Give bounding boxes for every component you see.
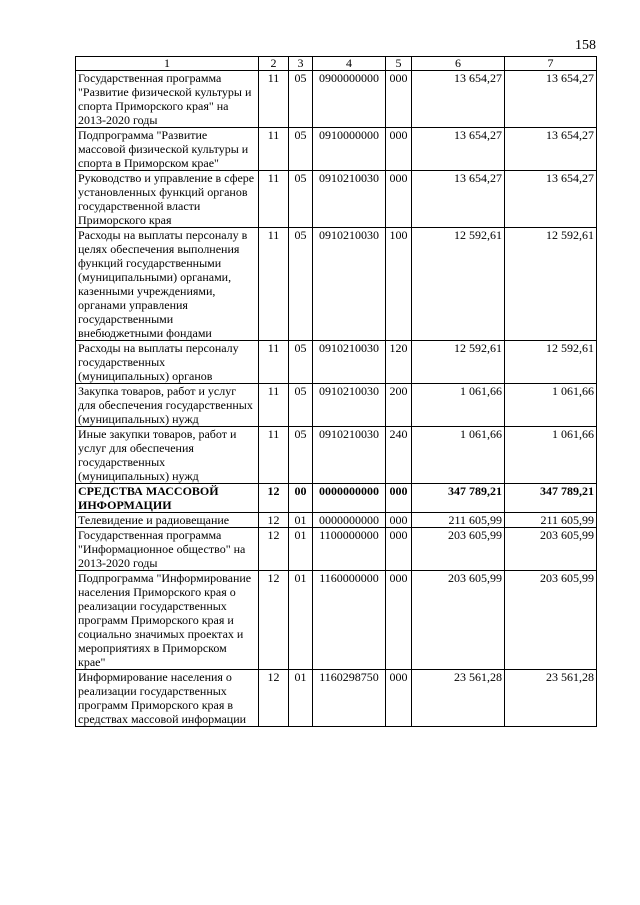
page-number: 158 — [575, 38, 596, 53]
row-amount-7: 13 654,27 — [505, 171, 597, 228]
table-row — [76, 341, 597, 384]
row-amount-6: 13 654,27 — [412, 71, 505, 128]
row-subsection: 01 — [289, 513, 313, 528]
row-amount-6: 12 592,61 — [412, 228, 505, 341]
row-subsection: 05 — [289, 71, 313, 128]
table-row — [76, 128, 597, 171]
row-expense-type: 000 — [386, 528, 412, 571]
row-target-code: 0900000000 — [313, 71, 386, 128]
row-subsection: 01 — [289, 571, 313, 670]
header-col-3: 3 — [289, 57, 313, 71]
row-name: Закупка товаров, работ и услуг для обеспечения государственных (муниципальных) нужд — [76, 384, 259, 427]
row-name: Расходы на выплаты персоналу государственных (муниципальных) органов — [76, 341, 259, 384]
row-section: 11 — [259, 384, 289, 427]
row-expense-type: 000 — [386, 571, 412, 670]
row-subsection: 05 — [289, 427, 313, 484]
row-amount-7: 13 654,27 — [505, 128, 597, 171]
row-expense-type: 000 — [386, 670, 412, 727]
row-amount-6: 1 061,66 — [412, 384, 505, 427]
header-col-2: 2 — [259, 57, 289, 71]
row-amount-6: 23 561,28 — [412, 670, 505, 727]
row-name: СРЕДСТВА МАССОВОЙ ИНФОРМАЦИИ — [76, 484, 259, 513]
row-amount-7: 12 592,61 — [505, 228, 597, 341]
row-expense-type: 000 — [386, 513, 412, 528]
row-amount-6: 347 789,21 — [412, 484, 505, 513]
row-amount-7: 1 061,66 — [505, 384, 597, 427]
row-target-code: 0910210030 — [313, 384, 386, 427]
row-section: 12 — [259, 513, 289, 528]
table-row — [76, 384, 597, 427]
budget-table — [75, 56, 597, 727]
row-name: Государственная программа "Развитие физической культуры и спорта Приморского края" на 2013-2020 годы — [76, 71, 259, 128]
row-section: 12 — [259, 670, 289, 727]
row-name: Подпрограмма "Информирование населения Приморского края о реализации государственных программ Приморского края и социально значимых проектах и мероприятиях в Приморском крае" — [76, 571, 259, 670]
row-subsection: 00 — [289, 484, 313, 513]
table-row — [76, 228, 597, 341]
row-section: 12 — [259, 484, 289, 513]
row-expense-type: 120 — [386, 341, 412, 384]
row-target-code: 0910210030 — [313, 341, 386, 384]
row-subsection: 01 — [289, 670, 313, 727]
row-expense-type: 000 — [386, 484, 412, 513]
table-row — [76, 171, 597, 228]
row-section: 11 — [259, 341, 289, 384]
row-target-code: 0000000000 — [313, 484, 386, 513]
row-name: Государственная программа "Информационное общество" на 2013-2020 годы — [76, 528, 259, 571]
row-subsection: 05 — [289, 228, 313, 341]
row-target-code: 1160298750 — [313, 670, 386, 727]
row-target-code: 0910000000 — [313, 128, 386, 171]
header-col-4: 4 — [313, 57, 386, 71]
row-amount-6: 1 061,66 — [412, 427, 505, 484]
row-section: 11 — [259, 128, 289, 171]
row-name: Подпрограмма "Развитие массовой физической культуры и спорта в Приморском крае" — [76, 128, 259, 171]
table-row — [76, 670, 597, 727]
row-section: 11 — [259, 228, 289, 341]
row-amount-7: 203 605,99 — [505, 571, 597, 670]
row-expense-type: 240 — [386, 427, 412, 484]
row-amount-6: 211 605,99 — [412, 513, 505, 528]
row-amount-7: 347 789,21 — [505, 484, 597, 513]
header-col-6: 6 — [412, 57, 505, 71]
row-name: Расходы на выплаты персоналу в целях обеспечения выполнения функций государственными (муниципальными) органами, казенными учреждениями, органами управления государственными внебюджетными фондами — [76, 228, 259, 341]
row-section: 11 — [259, 427, 289, 484]
row-amount-7: 211 605,99 — [505, 513, 597, 528]
row-target-code: 0910210030 — [313, 228, 386, 341]
table-row — [76, 513, 597, 528]
row-subsection: 05 — [289, 341, 313, 384]
row-subsection: 01 — [289, 528, 313, 571]
row-amount-7: 23 561,28 — [505, 670, 597, 727]
header-col-5: 5 — [386, 57, 412, 71]
row-amount-6: 203 605,99 — [412, 528, 505, 571]
row-amount-7: 203 605,99 — [505, 528, 597, 571]
row-subsection: 05 — [289, 128, 313, 171]
table-row — [76, 427, 597, 484]
row-target-code: 0910210030 — [313, 171, 386, 228]
row-target-code: 0910210030 — [313, 427, 386, 484]
row-expense-type: 200 — [386, 384, 412, 427]
row-section: 12 — [259, 528, 289, 571]
row-expense-type: 000 — [386, 128, 412, 171]
row-expense-type: 000 — [386, 71, 412, 128]
table-row — [76, 484, 597, 513]
row-section: 11 — [259, 71, 289, 128]
row-amount-6: 13 654,27 — [412, 171, 505, 228]
table-row — [76, 71, 597, 128]
row-amount-7: 1 061,66 — [505, 427, 597, 484]
row-name: Телевидение и радиовещание — [76, 513, 259, 528]
row-target-code: 0000000000 — [313, 513, 386, 528]
row-amount-6: 203 605,99 — [412, 571, 505, 670]
row-name: Руководство и управление в сфере установленных функций органов государственной власти Приморского края — [76, 171, 259, 228]
table-row — [76, 528, 597, 571]
row-section: 11 — [259, 171, 289, 228]
table-row — [76, 571, 597, 670]
row-amount-6: 13 654,27 — [412, 128, 505, 171]
row-target-code: 1160000000 — [313, 571, 386, 670]
row-subsection: 05 — [289, 171, 313, 228]
header-col-1: 1 — [76, 57, 259, 71]
row-name: Информирование населения о реализации государственных программ Приморского края в средствах массовой информации — [76, 670, 259, 727]
row-name: Иные закупки товаров, работ и услуг для обеспечения государственных (муниципальных) нужд — [76, 427, 259, 484]
row-expense-type: 000 — [386, 171, 412, 228]
row-target-code: 1100000000 — [313, 528, 386, 571]
row-expense-type: 100 — [386, 228, 412, 341]
table-header-row — [76, 57, 597, 71]
row-section: 12 — [259, 571, 289, 670]
row-amount-6: 12 592,61 — [412, 341, 505, 384]
row-subsection: 05 — [289, 384, 313, 427]
row-amount-7: 13 654,27 — [505, 71, 597, 128]
header-col-7: 7 — [505, 57, 597, 71]
row-amount-7: 12 592,61 — [505, 341, 597, 384]
